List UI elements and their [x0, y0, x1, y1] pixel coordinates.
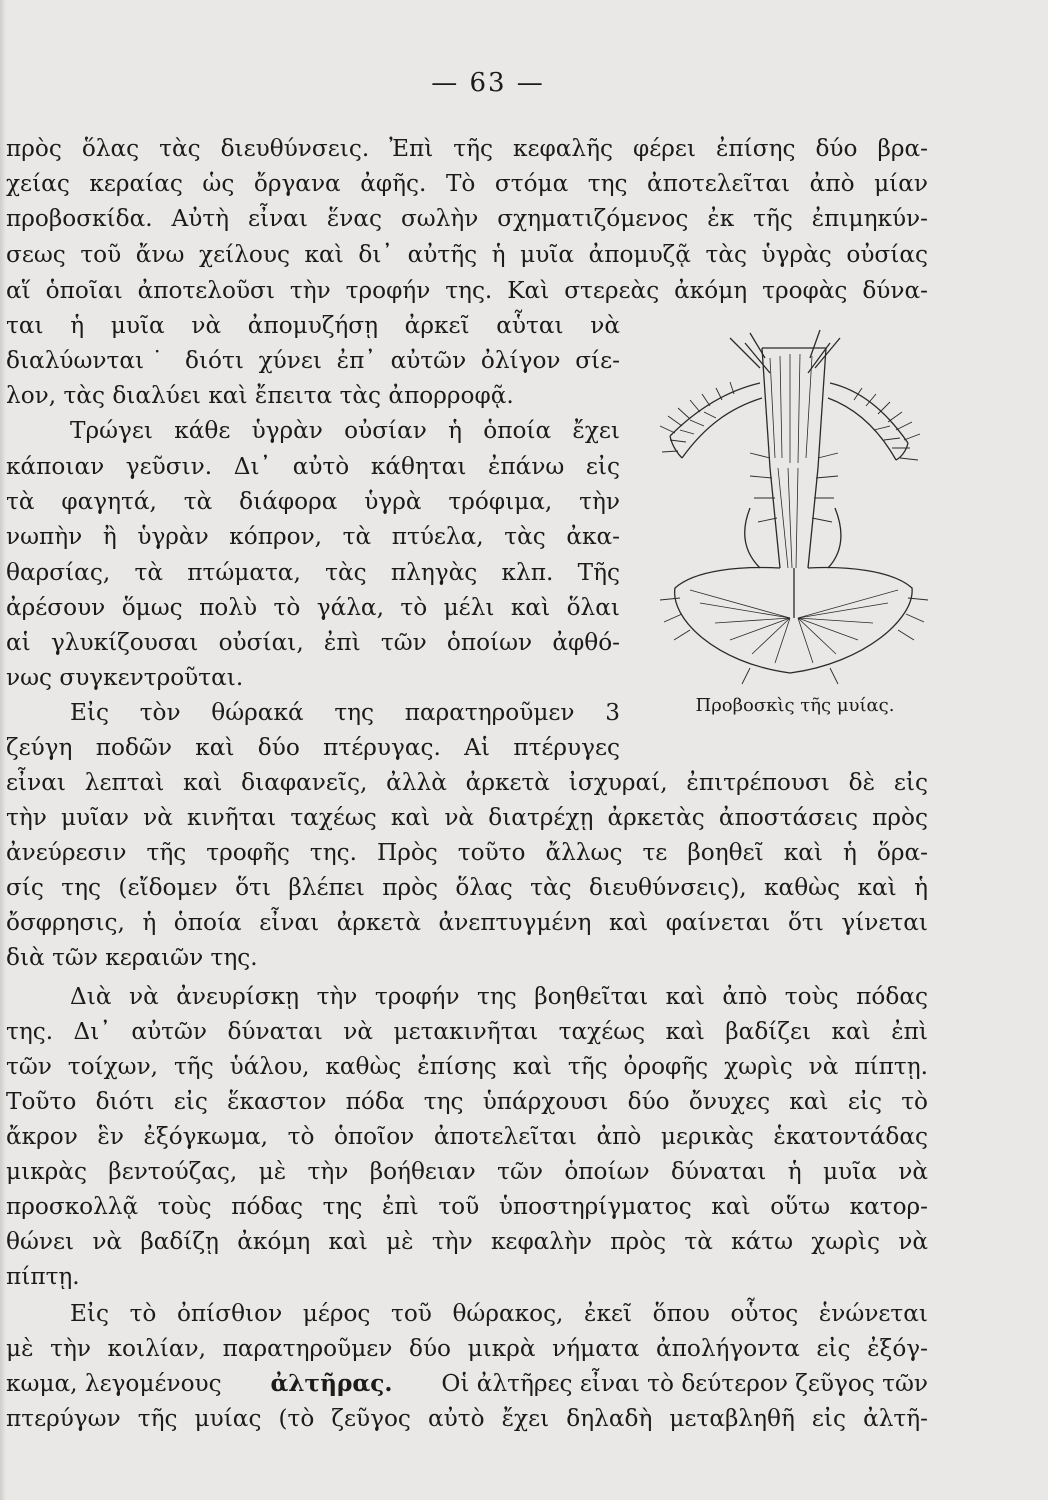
- text-line: νως συγκεντροῦται.: [6, 664, 244, 691]
- text-line: τῶν τοίχων, τῆς ὑάλου, καθὼς ἐπίσης καὶ τῆς ὀροφῆς χωρὶς νὰ πίπτῃ.: [6, 1053, 928, 1080]
- text-line: θώνει νὰ βαδίζῃ ἀκόμη καὶ μὲ τὴν κεφαλὴν πρὸς τὰ κάτω χωρὶς νὰ: [6, 1228, 928, 1255]
- text-line: εἶναι λεπταὶ καὶ διαφανεῖς, ἀλλὰ ἀρκετὰ ἰσχυραί, ἐπιτρέπουσι δὲ εἰς: [6, 769, 928, 796]
- text-segment: Οἱ ἀλτῆρες εἶναι τὸ δεύτερον ζεῦγος τῶν: [441, 1370, 928, 1397]
- text-line: διαλύωνται˙ διότι χύνει ἐπ᾽ αὐτῶν ὀλίγον σίε-: [6, 347, 620, 374]
- text-line: θαρσίας, τὰ πτώματα, τὰς πληγὰς κλπ. Τῆς: [6, 559, 620, 586]
- text-line: πρὸς ὅλας τὰς διευθύνσεις. Ἐπὶ τῆς κεφαλῆς φέρει ἐπίσης δύο βρα-: [6, 135, 928, 162]
- text-line: Εἰς τὸ ὀπίσθιον μέρος τοῦ θώρακος, ἐκεῖ ὅπου οὗτος ἑνώνεται: [70, 1300, 928, 1327]
- text-line: προσκολλᾷ τοὺς πόδας της ἐπὶ τοῦ ὑποστηρίγματος καὶ οὕτω κατορ-: [6, 1193, 928, 1220]
- text-line: τὰ φαγητά, τὰ διάφορα ὑγρὰ τρόφιμα, τὴν: [6, 488, 620, 515]
- text-line: ζεύγη ποδῶν καὶ δύο πτέρυγας. Αἱ πτέρυγες: [6, 734, 620, 761]
- text-line: Τοῦτο διότι εἰς ἕκαστον πόδα της ὑπάρχουσι δύο ὄνυχες καὶ εἰς τὸ: [6, 1088, 928, 1115]
- proboscis-illustration: [630, 318, 940, 688]
- text-line: προβοσκίδα. Αὐτὴ εἶναι ἕνας σωλὴν σχηματιζόμενος ἐκ τῆς ἐπιμηκύν-: [6, 205, 928, 232]
- text-line: Εἰς τὸν θώρακά της παρατηροῦμεν 3: [70, 699, 620, 726]
- text-line: της. Δι᾽ αὐτῶν δύναται νὰ μετακινῆται ταχέως καὶ βαδίζει καὶ ἐπὶ: [6, 1018, 928, 1045]
- text-line: κάποιαν γεῦσιν. Δι᾽ αὐτὸ κάθηται ἐπάνω εἰς: [6, 453, 620, 480]
- figure-caption: Προβοσκὶς τῆς μυίας.: [695, 695, 895, 716]
- text-segment: κωμα, λεγομένους: [6, 1370, 222, 1397]
- text-line: ται ἡ μυῖα νὰ ἀπομυζήσῃ ἀρκεῖ αὗται νὰ: [6, 312, 620, 339]
- text-line: μὲ τὴν κοιλίαν, παρατηροῦμεν δύο μικρὰ νήματα ἀπολήγοντα εἰς ἐξόγ-: [6, 1335, 928, 1362]
- text-line: τὴν μυῖαν νὰ κινῆται ταχέως καὶ νὰ διατρέχῃ ἀρκετὰς ἀποστάσεις πρὸς: [6, 804, 928, 831]
- text-line: αἱ γλυκίζουσαι οὐσίαι, ἐπὶ τῶν ὁποίων ἀφθό-: [6, 629, 620, 656]
- text-line: λον, τὰς διαλύει καὶ ἔπειτα τὰς ἀπορροφᾷ.: [6, 382, 514, 409]
- text-line: Διὰ νὰ ἀνευρίσκῃ τὴν τροφήν της βοηθεῖται καὶ ἀπὸ τοὺς πόδας: [70, 983, 928, 1010]
- text-line-with-term: [6, 1372, 928, 1395]
- text-line: μικρὰς βεντούζας, μὲ τὴν βοήθειαν τῶν ὁποίων δύναται ἡ μυῖα νὰ: [6, 1158, 928, 1185]
- page-number: — 63 —: [431, 68, 545, 98]
- term-altires: ἀλτῆρας.: [270, 1370, 393, 1397]
- text-line: αἵ ὁποῖαι ἀποτελοῦσι τὴν τροφήν της. Καὶ στερεὰς ἀκόμη τροφὰς δύνα-: [6, 277, 928, 304]
- text-line: ἄκρον ἓν ἐξόγκωμα, τὸ ὁποῖον ἀποτελεῖται ἀπὸ μερικὰς ἑκατοντάδας: [6, 1123, 928, 1150]
- text-line: ἀνεύρεσιν τῆς τροφῆς της. Πρὸς τοῦτο ἄλλως τε βοηθεῖ καὶ ἡ ὅρα-: [6, 839, 928, 866]
- text-line: πίπτῃ.: [6, 1263, 80, 1290]
- fly-proboscis-drawing: [630, 318, 940, 688]
- text-line: Τρώγει κάθε ὑγρὰν οὐσίαν ἡ ὁποία ἔχει: [70, 417, 620, 444]
- text-line: ἀρέσουν ὅμως πολὺ τὸ γάλα, τὸ μέλι καὶ ὅλαι: [6, 594, 620, 621]
- text-line: σεως τοῦ ἄνω χείλους καὶ δι᾽ αὐτῆς ἡ μυῖα ἀπομυζᾷ τὰς ὑγρὰς οὐσίας: [6, 241, 928, 268]
- text-line: πτερύγων τῆς μυίας (τὸ ζεῦγος αὐτὸ ἔχει δηλαδὴ μεταβληθῆ εἰς ἀλτῆ-: [6, 1405, 928, 1432]
- text-line: ὄσφρησις, ἡ ὁποία εἶναι ἀρκετὰ ἀνεπτυγμένη καὶ φαίνεται ὅτι γίνεται: [6, 909, 928, 936]
- text-line: διὰ τῶν κεραιῶν της.: [6, 944, 258, 971]
- text-line: σίς της (εἴδομεν ὅτι βλέπει πρὸς ὅλας τὰς διευθύνσεις), καθὼς καὶ ἡ: [6, 874, 928, 901]
- text-line: χείας κεραίας ὡς ὄργανα ἀφῆς. Τὸ στόμα της ἀποτελεῖται ἀπὸ μίαν: [6, 170, 928, 197]
- text-line: νωπὴν ἢ ὑγρὰν κόπρον, τὰ πτύελα, τὰς ἀκα-: [6, 523, 620, 550]
